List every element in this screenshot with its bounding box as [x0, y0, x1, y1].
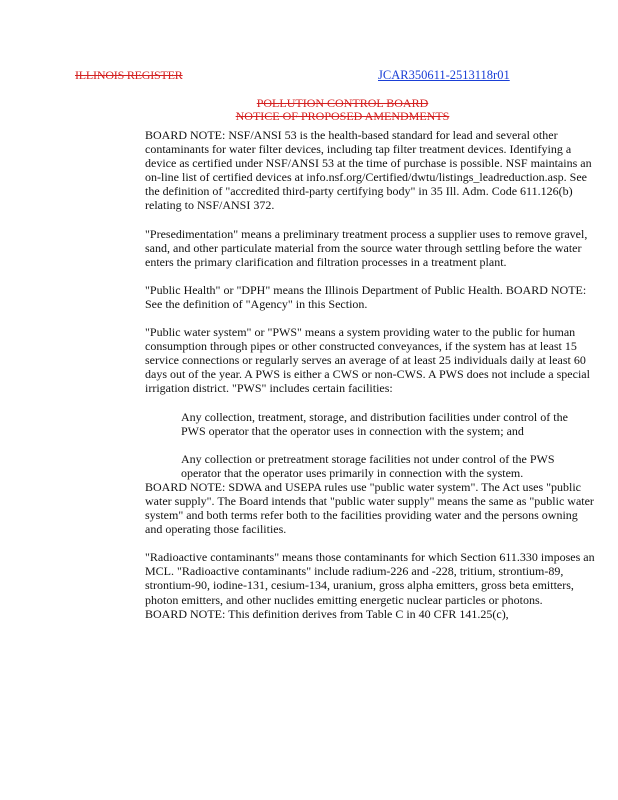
definition-presedimentation: "Presedimentation" means a preliminary treatment process a supplier uses to remove gravel, sand, and other particulate material from the source water through settling before the water enters the primary clarification and filtration processes in a treatment plant. — [145, 226, 588, 269]
document-code: JCAR350611-2513118r01 — [378, 68, 510, 82]
pws-facility-item-1: Any collection, treatment, storage, and distribution facilities under control of the PWS operator that the operator uses in connection with the system; and — [181, 409, 568, 438]
definition-public-health: "Public Health" or "DPH" means the Illinois Department of Public Health. BOARD NOTE: See the definition of "Agency" in this Section. — [145, 282, 587, 311]
pws-facility-item-2: Any collection or pretreatment storage facilities not under control of the PWS operator that the operator uses primarily in connection with the system. — [181, 451, 555, 480]
register-header: ILLINOIS REGISTER — [75, 68, 183, 82]
board-note-nsf: BOARD NOTE: NSF/ANSI 53 is the health-based standard for lead and several other contaminants for water filter devices, including tap filter treatment devices. Identifying a device as certified under NSF/ANSI 53 at the time of purchase is possible. NSF maintains an on-line list of certified devices at info.nsf.org/Certified/dwtu/listings_leadreduction.asp. See the definition of "accredited third-party certifying body" in 35 Ill. Adm. Code 611.126(b) relating to NSF/ANSI 372. — [145, 128, 592, 213]
document-body — [145, 128, 595, 621]
board-note-sdwa: BOARD NOTE: SDWA and USEPA rules use "public water system". The Act uses "public water supply". The Board intends that "public water supply" means the same as "public water system" and both terms refer both to the facilities providing water and the persons owning and operating those facilities. — [145, 479, 594, 537]
definition-public-water-system: "Public water system" or "PWS" means a system providing water to the public for human consumption through pipes or other constructed conveyances, if the system has at least 15 service connections or regularly serves an average of at least 25 individuals daily at least 60 days out of the year. A PWS is either a CWS or non-CWS. A PWS does not include a special irrigation district. "PWS" includes certain facilities: — [145, 325, 590, 396]
agency-title: POLLUTION CONTROL BOARD — [256, 96, 429, 110]
board-note-table-c: BOARD NOTE: This definition derives from Table C in 40 CFR 141.25(c), — [145, 606, 509, 621]
definition-radioactive-contaminants: "Radioactive contaminants" means those contaminants for which Section 611.330 imposes an MCL. "Radioactive contaminants" include radium-226 and -228, tritium, strontium-89, strontium-90, iodine-131, cesium-134, uranium, gross alpha emitters, gross beta emitters, photon emitters, and other nuclides emitting energetic nuclear particles or photons. — [145, 550, 595, 607]
notice-title: NOTICE OF PROPOSED AMENDMENTS — [235, 109, 450, 123]
title-block — [145, 97, 540, 123]
